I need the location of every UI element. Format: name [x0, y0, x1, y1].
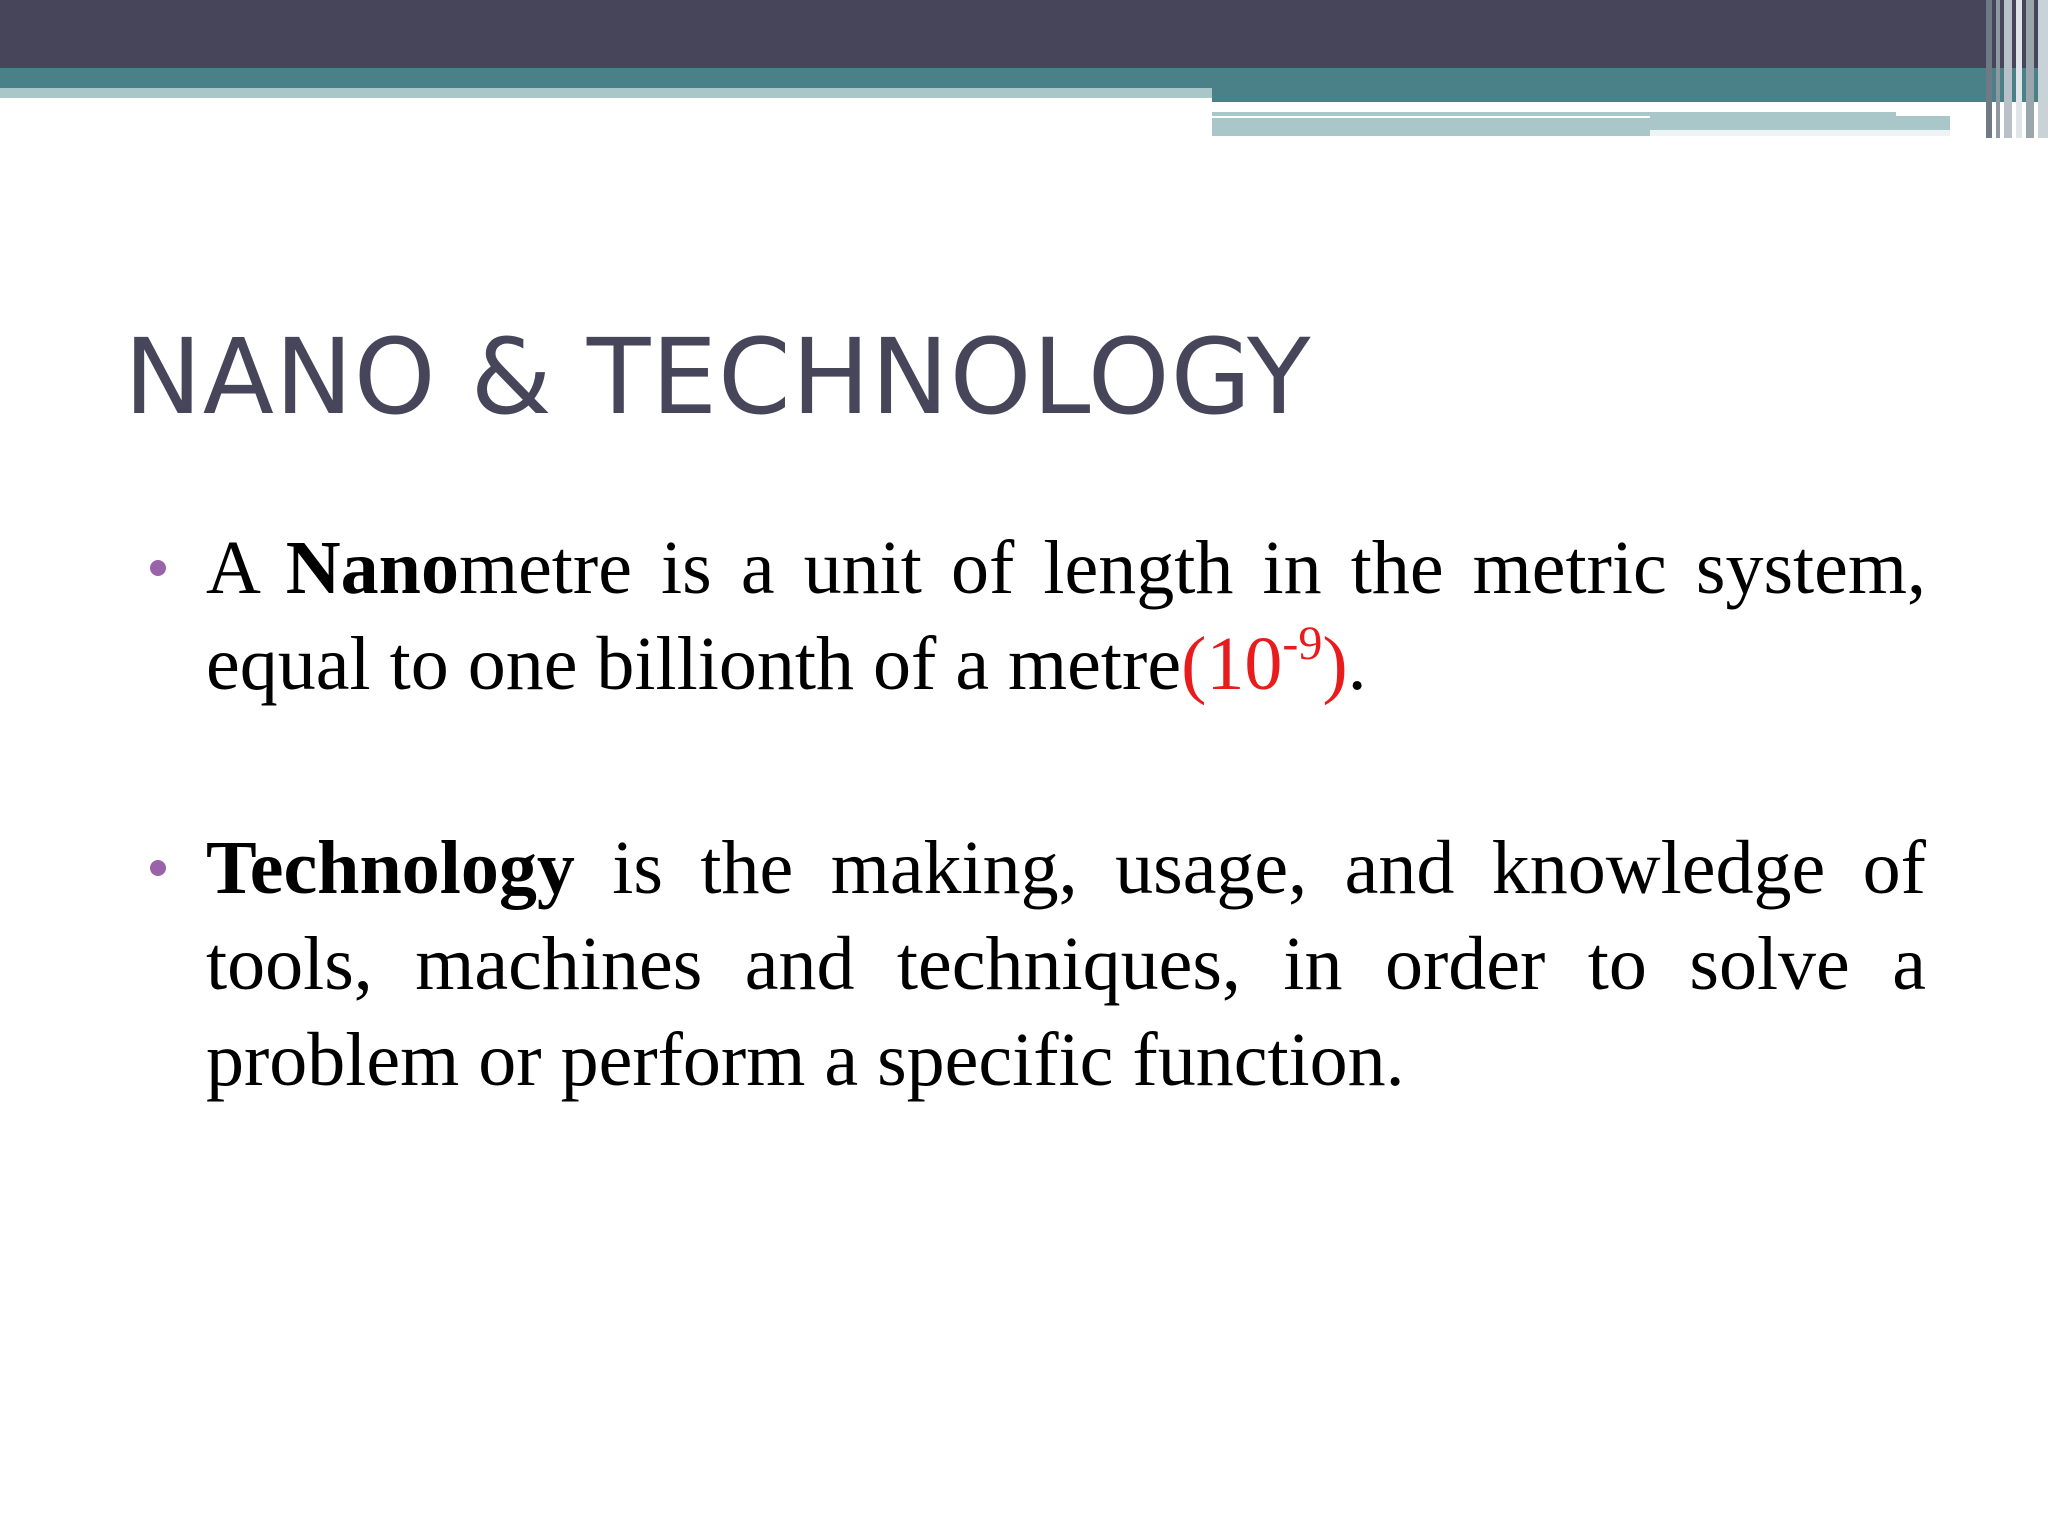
bullet-prefix: A [206, 526, 286, 610]
header-stripe [2016, 0, 2022, 138]
bullet-nanometre [146, 520, 1926, 712]
header-stripe [2038, 0, 2048, 138]
header-stripe [1986, 0, 1992, 138]
header-band-right-block [1212, 88, 2048, 102]
header-band-right-gap [1212, 102, 2048, 112]
header-stripe [2026, 0, 2034, 138]
exponent-open: (10 [1181, 622, 1283, 706]
bullet-dot-icon [150, 560, 166, 576]
header-stripe [2004, 0, 2012, 138]
header-band-light [0, 88, 1212, 98]
bullet-list [146, 520, 1926, 1108]
bullet-technology [146, 820, 1926, 1108]
header-band-right-pale [1212, 118, 1650, 136]
exponent-close: ) [1322, 622, 1348, 706]
slide-title: NANO & TECHNOLOGY [124, 316, 1312, 438]
bullet-text: is the making, usage, and knowledge of tools, machines and techniques, in order to solve a problem or perform a specific function. [206, 826, 1926, 1102]
header-stripe [1996, 0, 2000, 138]
header-band-right-highlight [1650, 130, 1950, 136]
header-band-teal [0, 68, 2048, 88]
bullet-bold-term: Technology [206, 826, 575, 910]
header-band-dark [0, 0, 2048, 68]
exponent-superscript: -9 [1282, 616, 1323, 670]
bullet-suffix: . [1347, 622, 1367, 706]
bullet-text: metre is a unit of length in the metric system, equal to one billionth of a metre [206, 526, 1926, 706]
bullet-dot-icon [150, 860, 166, 876]
bullet-bold-term: Nano [285, 526, 459, 610]
